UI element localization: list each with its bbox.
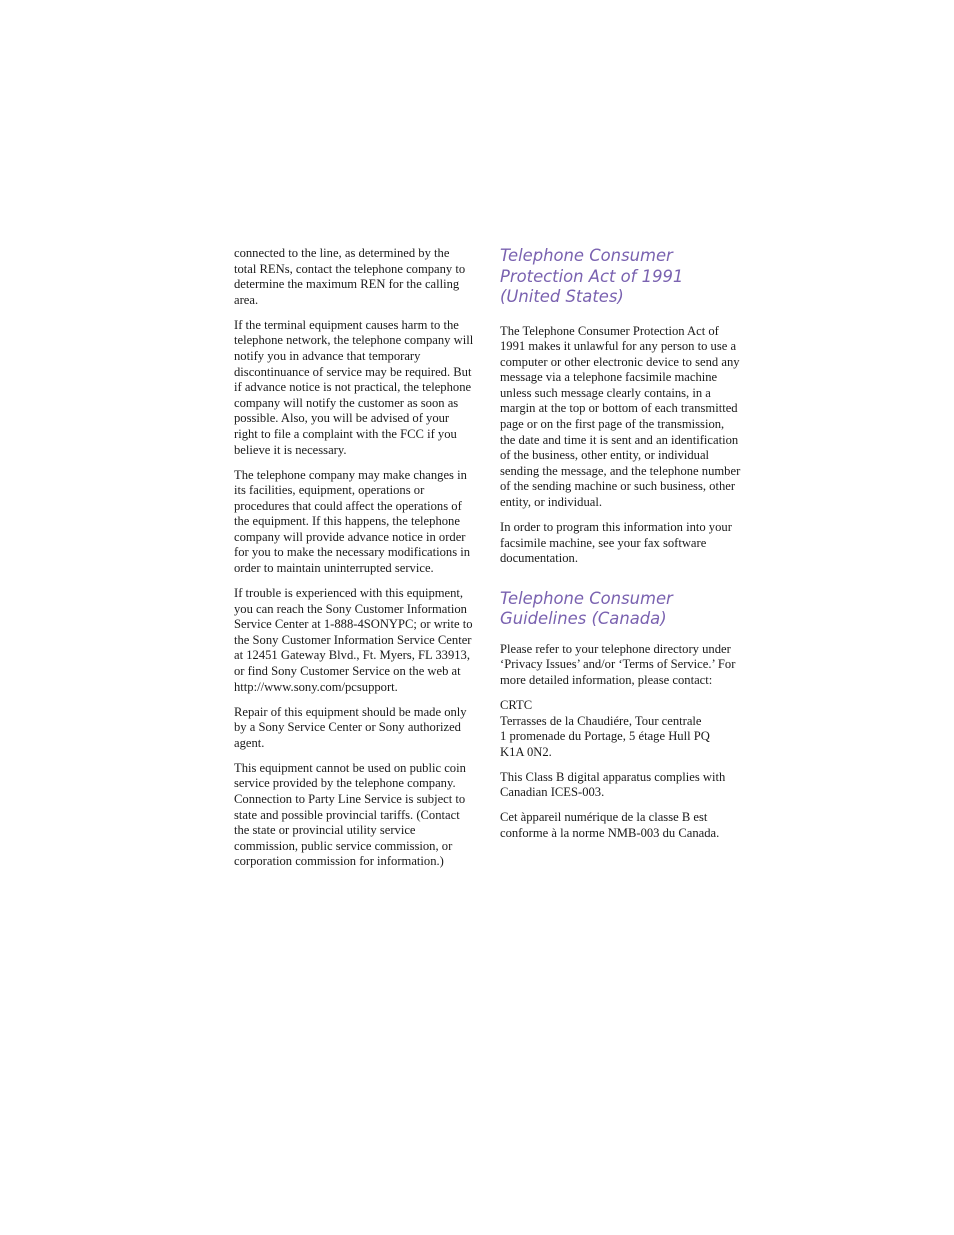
- paragraph-tcpa-body: The Telephone Consumer Protection Act of 1991 makes it unlawful for any person to use a computer or other electronic device to send any message via a telephone facsimile machine unless such message clearly contains, in a margin at the top or bottom of each transmitted page or on the first page of the transmission, the date and time it is sent and an identification of the business, other entity, or individual sending the message, and the telephone number of the sending machine or such business, other entity, or individual.: [500, 323, 741, 510]
- paragraph-facility-changes: The telephone company may make changes in its facilities, equipment, operations or procedures that could affect the operations of the equipment. If this happens, the telephone company will provide advance notice in order for you to make the necessary modifications in order to maintain uninterrupted service.: [234, 467, 471, 576]
- address-line: K1A 0N2.: [500, 744, 552, 759]
- paragraph-repair: Repair of this equipment should be made only by a Sony Service Center or Sony authorized agent.: [234, 704, 467, 750]
- paragraph-canada-intro: Please refer to your telephone directory under ‘Privacy Issues’ and/or ‘Terms of Service.’ For more detailed information, please contact:: [500, 641, 736, 687]
- paragraph-terminal-harm: If the terminal equipment causes harm to the telephone network, the telephone company will notify you in advance that temporary discontinuance of service may be required. But if advance notice is not practical, the telephone company will notify the customer as soon as possible. Also, you will be advised of your right to file a complaint with the FCC if you believe it is necessary.: [234, 317, 474, 457]
- paragraph-ren-continued: connected to the line, as determined by the total RENs, contact the telephone company to determine the maximum REN for the calling area.: [234, 246, 466, 307]
- heading-line: Telephone Consumer: [500, 588, 673, 608]
- paragraph-trouble-contact: If trouble is experienced with this equipment, you can reach the Sony Customer Information Service Center at 1-888-4SONYPC; or write to the Sony Customer Information Service Center at 12451 Gateway Blvd., Ft. Myers, FL 33913, or find Sony Customer Service on the web at http://www.sony.com/pcsupport.: [234, 586, 473, 694]
- crtc-address: [500, 698, 742, 760]
- paragraph-ices-003: This Class B digital apparatus complies with Canadian ICES-003.: [500, 769, 726, 800]
- paragraph-nmb-003: Cet àppareil numérique de la classe B est conforme à la norme NMB-003 du Canada.: [500, 810, 720, 840]
- paragraph-coin-service: This equipment cannot be used on public coin service provided by the telephone company. Connection to Party Line Service is subject to state and possible provincial tariffs. (Contact the state or provincial utility service commission, public service commission, or corporation commission for information.): [234, 760, 466, 869]
- left-column: [234, 246, 474, 879]
- heading-tcpa: [500, 246, 742, 308]
- heading-line: (United States): [500, 287, 624, 306]
- heading-canada-guidelines: [500, 589, 742, 630]
- address-line: CRTC: [500, 697, 533, 712]
- address-line: 1 promenade du Portage, 5 étage Hull PQ: [500, 729, 710, 744]
- paragraph-fax-programming: In order to program this information into your facsimile machine, see your fax software documentation.: [500, 520, 732, 566]
- address-line: Terrasses de la Chaudiére, Tour centrale: [500, 713, 702, 728]
- heading-line: Protection Act of 1991: [500, 266, 684, 286]
- right-column: [500, 246, 742, 851]
- heading-line: Telephone Consumer: [500, 246, 673, 265]
- heading-line: Guidelines (Canada): [500, 609, 667, 629]
